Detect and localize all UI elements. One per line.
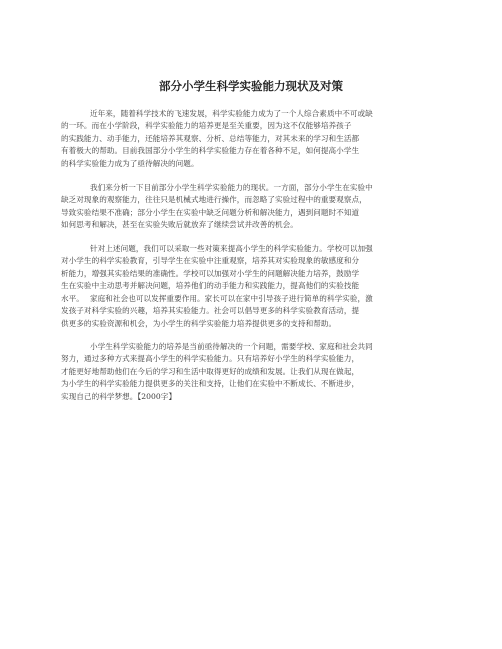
paragraph-line: 我们来分析一下目前部分小学生科学实验能力的现状。一方面，部分小学生在实验中 — [90, 183, 373, 192]
paragraph-line: 生在实验中主动思考并解决问题，培养他们的动手能力和实践能力，提高他们的实验技能 — [61, 281, 360, 291]
paragraph-line: 为小学生的科学实验能力提供更多的关注和支持，让他们在实验中不断成长、不断进步， — [61, 379, 360, 389]
paragraph-line: 发孩子对科学实验的兴趣，培养其实验能力。社会可以倡导更多的科学实验教育活动，提 — [61, 306, 360, 316]
paragraph-line: 近年来，随着科学技术的飞速发展，科学实验能力成为了一个人综合素质中不可或缺 — [90, 109, 373, 118]
paragraph-4 — [61, 293, 443, 330]
paragraph-line: 的一环。而在小学阶段，科学实验能力的培养更是至关重要，因为这不仅能够培养孩子 — [61, 121, 352, 131]
paragraph-line: 水平。 — [61, 293, 84, 303]
paragraph-line: 导致实验结果不准确；部分小学生在实验中缺乏问题分析和解决能力，遇到问题时不知道 — [61, 207, 360, 217]
paragraph-line: 对小学生的科学实验教育，引导学生在实验中注重观察，培养其对实验现象的敏感度和分 — [61, 256, 360, 266]
paragraph-2 — [61, 182, 443, 232]
paragraph-line: 努力，通过多种方式来提高小学生的科学实验能力。只有培养好小学生的科学实验能力， — [61, 354, 360, 364]
paragraph-line: 针对上述问题，我们可以采取一些对策来提高小学生的科学实验能力。学校可以加强 — [90, 244, 373, 253]
paragraph-line: 析能力，增强其实验结果的准确性。学校可以加强对小学生的问题解决能力培养，鼓励学 — [61, 268, 360, 278]
document-title: 部分小学生科学实验能力现状及对策 — [159, 79, 343, 93]
paragraph-line: 缺乏对现象的观察能力，往往只是机械式地进行操作，而忽略了实验过程中的重要观察点， — [61, 195, 367, 205]
paragraph-line: 才能更好地帮助他们在今后的学习和生活中取得更好的成绩和发展。让我们从现在做起， — [61, 366, 360, 376]
paragraph-line: 小学生科学实验能力的培养是当前亟待解决的一个问题，需要学校、家庭和社会共同 — [90, 342, 373, 351]
paragraph-1 — [61, 108, 443, 170]
paragraph-line: 的实践能力、动手能力，还能培养其观察、分析、总结等能力，对其未来的学习和生活都 — [61, 133, 360, 143]
paragraph-line: 实现自己的科学梦想。【2000字】 — [61, 391, 177, 401]
paragraph-5 — [61, 341, 443, 403]
paragraph-line: 家庭和社会也可以发挥重要作用。家长可以在家中引导孩子进行简单的科学实验，激 — [90, 294, 373, 303]
paragraph-line: 如何思考和解决，甚至在实验失败后就放弃了继续尝试并改善的机会。 — [61, 220, 298, 230]
paragraph-line: 供更多的实验资源和机会，为小学生的科学实验能力培养提供更多的支持和帮助。 — [61, 318, 337, 328]
paragraph-line: 的科学实验能力成为了亟待解决的问题。 — [61, 158, 199, 168]
paragraph-line: 有着极大的帮助。目前我国部分小学生的科学实验能力存在着各种不足，如何提高小学生 — [61, 146, 360, 156]
